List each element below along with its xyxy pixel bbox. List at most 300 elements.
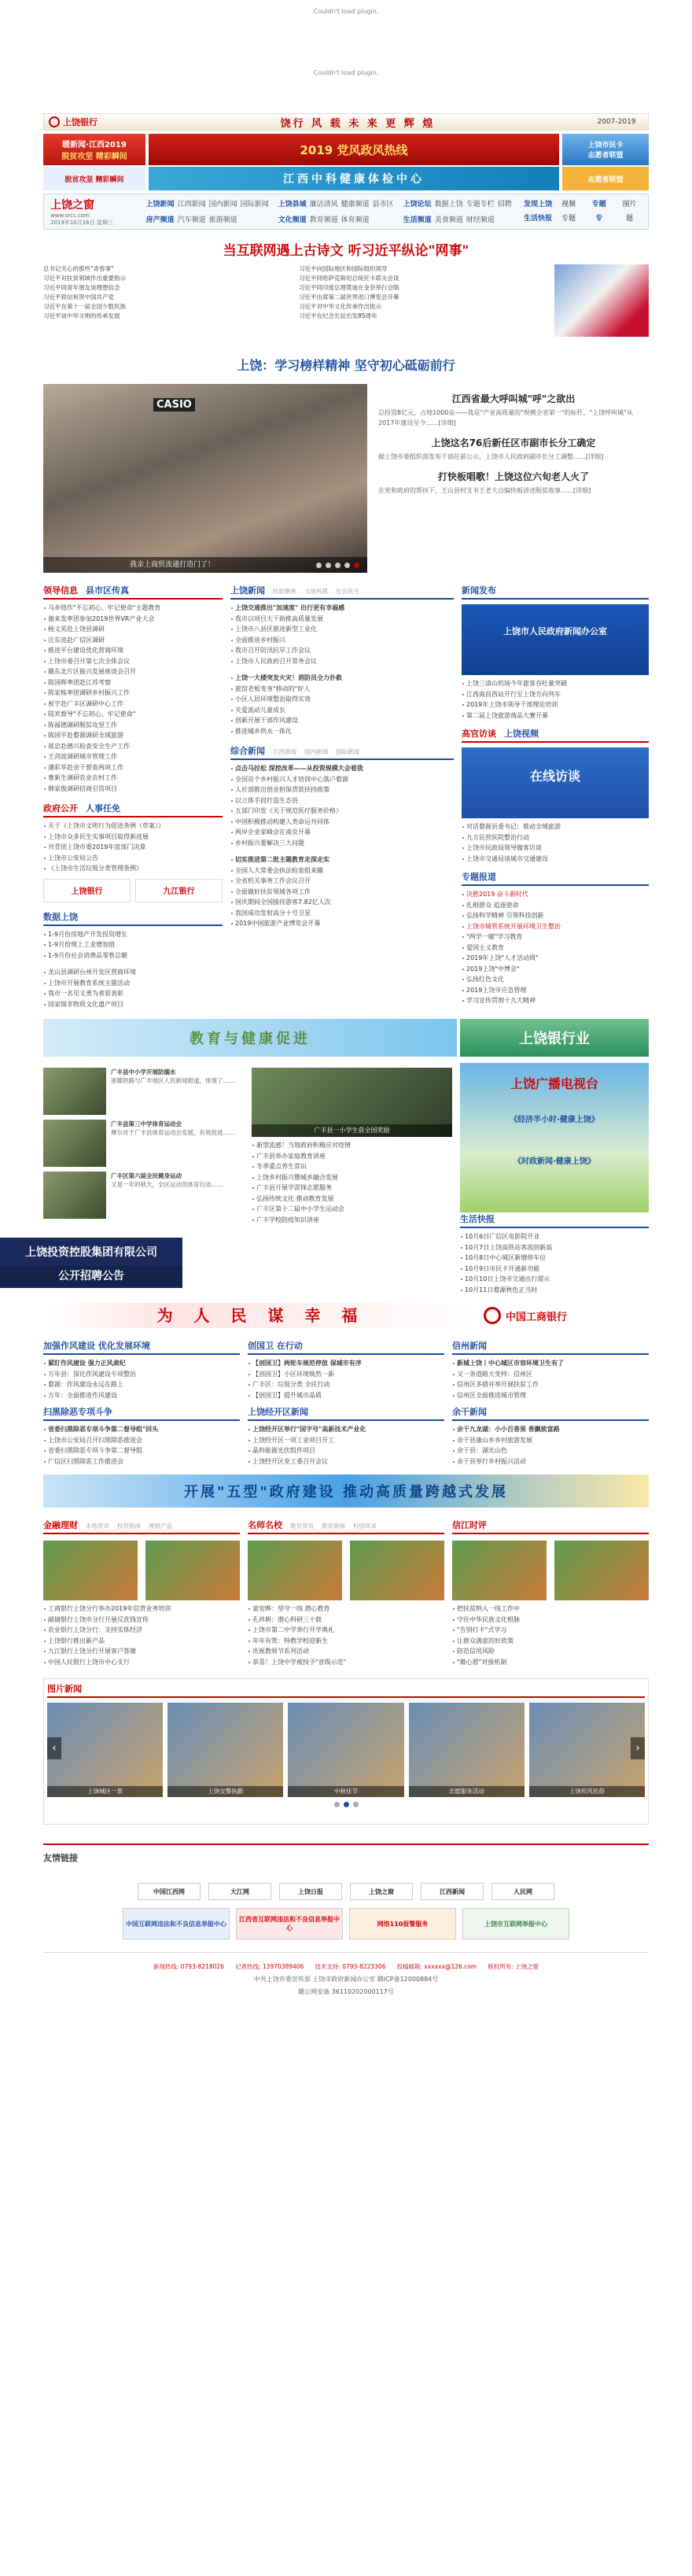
- list-item[interactable]: 2019年上饶"人才活动周": [462, 953, 649, 964]
- nav-link[interactable]: 招聘: [497, 201, 512, 209]
- carousel-dot[interactable]: [353, 1802, 359, 1807]
- edu-card-text: [111, 1068, 244, 1115]
- list-item[interactable]: 陈国平赴婺源调研全域旅游: [43, 730, 223, 741]
- nav-link[interactable]: 汽车频道: [177, 216, 206, 224]
- icbc-banner[interactable]: [484, 1307, 649, 1324]
- list-item[interactable]: "告别打卡"式学习: [452, 1625, 649, 1636]
- nav-link[interactable]: 财经频道: [466, 216, 495, 224]
- finance-photo[interactable]: [43, 1541, 138, 1600]
- float-ad-company: 上饶投资控股集团有限公司: [25, 1246, 157, 1259]
- list-item[interactable]: 五部门印发《关于规范医疗服务价格》: [230, 806, 454, 817]
- footer-icp[interactable]: 中共上饶市委宣传部 上饶市政府新闻办公室 赣ICP备12000884号: [253, 1976, 439, 1983]
- topic-head[interactable]: 信州新闻: [452, 1341, 487, 1351]
- topic-head[interactable]: 扫黑除恶专项斗争: [43, 1407, 112, 1417]
- tab-gov-open[interactable]: 政府公开: [43, 803, 78, 814]
- focus-slideshow[interactable]: [43, 384, 367, 573]
- main-nav: [43, 194, 649, 230]
- list-item[interactable]: 上饶乡村振兴暨城乡融合发展: [252, 1172, 452, 1183]
- list-item[interactable]: 全省机关事务工作会议召开: [230, 876, 454, 887]
- list-item[interactable]: 上饶市民政局领导做客访谈: [462, 843, 649, 854]
- subtab[interactable]: 校园风采: [353, 1522, 377, 1530]
- carousel-item[interactable]: [529, 1703, 645, 1797]
- list-item[interactable]: 10月6日广信区电影院开业: [460, 1231, 649, 1242]
- press-office-banner[interactable]: 上饶市人民政府新闻办公室: [462, 604, 649, 675]
- list-item[interactable]: 农业银行上饶分行：支持实体经济: [43, 1625, 240, 1636]
- list-item[interactable]: 弘扬红色文化: [462, 974, 649, 985]
- subtab[interactable]: 国际新闻: [336, 748, 359, 755]
- nav-link[interactable]: 题: [626, 215, 634, 223]
- list-item[interactable]: 让群众满意的好政策: [452, 1636, 649, 1647]
- edu-card-title[interactable]: 广丰区第六届全民健身运动: [111, 1172, 182, 1179]
- focus-news-title[interactable]: 打快板唱歌！上饶这位六旬老人火了: [437, 471, 589, 482]
- subtab[interactable]: 投资指南: [117, 1522, 141, 1530]
- list-item[interactable]: 上饶市第二中学举行开学典礼: [248, 1625, 444, 1636]
- tab-press[interactable]: 新闻发布: [462, 585, 496, 596]
- list-item[interactable]: 上饶银行推出新产品: [43, 1636, 240, 1647]
- friend-link[interactable]: 中国江西网: [138, 1883, 201, 1900]
- list-item[interactable]: 冬季重点养生常识: [252, 1161, 452, 1172]
- list-item[interactable]: 我国成功发射高分十号卫星: [230, 908, 454, 919]
- poverty-label: 脱贫攻坚 精彩瞬间: [61, 153, 127, 161]
- list-item[interactable]: 工商银行上饶分行举办2019年信贷业务培训: [43, 1604, 240, 1615]
- floating-recruit-ad[interactable]: [0, 1238, 182, 1288]
- list-item[interactable]: 第二届上饶旅游商品大赛开幕: [462, 710, 649, 722]
- col-shangrao-news: [230, 584, 454, 1009]
- list-item[interactable]: 习近平同青年朋友谈理想信念: [43, 284, 120, 291]
- friend-link[interactable]: 大江网: [208, 1883, 271, 1900]
- carousel-next-icon[interactable]: ›: [631, 1737, 645, 1759]
- edu-health-banner[interactable]: 教育与健康促进: [43, 1019, 457, 1057]
- list-item[interactable]: 庆祝教师节系列活动: [248, 1646, 444, 1657]
- list-item[interactable]: 上饶市交通局谈城市交通建设: [462, 854, 649, 865]
- carousel-item[interactable]: [288, 1703, 403, 1797]
- shangrao-list-2: [230, 673, 454, 736]
- edu-card-title[interactable]: 广丰县中小学开展防溺水: [111, 1068, 176, 1076]
- list-item[interactable]: 广信区扫黑除恶工作推进会: [43, 1456, 240, 1467]
- list-item[interactable]: 全面推进乡村振兴: [230, 635, 454, 646]
- list-item[interactable]: 省委扫黑除恶专项斗争第二督导组: [43, 1445, 240, 1456]
- subtab[interactable]: 教育新闻: [322, 1522, 345, 1530]
- list-item[interactable]: 九方民营医院整治行动: [462, 832, 649, 843]
- list-item[interactable]: 两岸企业家峰会在南京开幕: [230, 827, 454, 838]
- tv-banner[interactable]: [460, 1063, 649, 1212]
- volunteer-banner[interactable]: [562, 167, 649, 190]
- list-item[interactable]: 学习宣传贯彻十九大精神: [462, 995, 649, 1006]
- list-item[interactable]: 全面做好扶贫领域各项工作: [230, 887, 454, 898]
- list-item[interactable]: 信州区全面推进城市管理: [452, 1390, 649, 1401]
- list-item[interactable]: 以立体手段打造生态县: [230, 795, 454, 806]
- friend-logo-row: [43, 1883, 649, 1900]
- list-item[interactable]: 曹新生调研农业农村工作: [43, 773, 223, 784]
- list-item[interactable]: 1-9月份社会消费品零售总额: [43, 950, 223, 961]
- list-item[interactable]: 上饶经开区党工委召开会议: [248, 1456, 444, 1467]
- nav-link[interactable]: 图片: [622, 201, 637, 209]
- tab-commentary[interactable]: 信江时评: [452, 1520, 487, 1530]
- slide-dot-active[interactable]: [354, 563, 359, 568]
- edu-card[interactable]: [43, 1120, 244, 1167]
- nav-link[interactable]: 发现上饶: [524, 201, 553, 209]
- topic-head[interactable]: 创国卫 在行动: [248, 1341, 303, 1351]
- list-item[interactable]: 习近平对扶贫领域作出重要指示: [43, 275, 126, 282]
- list-item[interactable]: 潘彩华赴余干督查两项工作: [43, 762, 223, 773]
- list-item[interactable]: 习近平谈中华文明的传承发展: [43, 312, 120, 319]
- list-item[interactable]: 余干县举行乡村振兴活动: [452, 1456, 649, 1467]
- list-item[interactable]: 10月11日婺源秋色正当时: [460, 1285, 649, 1296]
- list-item[interactable]: 全国首个乡村振兴人才培训中心落户婺源: [230, 774, 454, 785]
- site-url: www.srcc.com: [50, 212, 90, 219]
- list-item[interactable]: 对话婺源县委书记：推动全域旅游: [462, 821, 649, 832]
- xi-portrait-image[interactable]: [554, 264, 649, 337]
- teacher-photo[interactable]: [350, 1541, 444, 1600]
- tab-shangrao-news[interactable]: 上饶新闻: [230, 585, 265, 596]
- top-banner[interactable]: [43, 113, 649, 131]
- list-item[interactable]: 守住中华民族文化根脉: [452, 1615, 649, 1626]
- finance-photos: [43, 1541, 240, 1600]
- report-link[interactable]: 中国互联网违法和不良信息举报中心: [123, 1908, 230, 1939]
- site-logo[interactable]: [44, 194, 142, 229]
- tab-appointments[interactable]: 人事任免: [86, 803, 120, 814]
- list-item[interactable]: 爱国主义教育: [462, 943, 649, 954]
- list-item[interactable]: 乡村振兴要解决三大问题: [230, 838, 454, 849]
- list-item[interactable]: 祝宇赴广丰区调研中心工作: [43, 699, 223, 710]
- tab-life[interactable]: 生活快报: [460, 1214, 495, 1224]
- list-item[interactable]: 2019年上饶市领导干部理论培训: [462, 699, 649, 710]
- five-type-banner[interactable]: 开展"五型"政府建设 推动高质量跨越式发展: [43, 1474, 649, 1508]
- list-item[interactable]: 2019上饶市应急管理: [462, 985, 649, 996]
- list-item[interactable]: 点击马拉松 深挖改革——从投资规模大会看我: [230, 763, 454, 774]
- nav-link[interactable]: 上饶论坛: [403, 201, 432, 209]
- interview-list: [462, 821, 649, 864]
- footer-police[interactable]: 赣公网安备 36110202000117号: [298, 1988, 394, 1995]
- report-link[interactable]: 上饶市互联网举报中心: [462, 1908, 569, 1939]
- list-item[interactable]: 婺源：作风建设永远在路上: [43, 1379, 240, 1390]
- edu-thumb[interactable]: [43, 1068, 106, 1115]
- subtab[interactable]: 时政聚焦: [273, 588, 296, 595]
- health-center-banner[interactable]: [149, 167, 559, 190]
- list-item[interactable]: 孔祥耕：潜心科研三十载: [248, 1615, 444, 1626]
- list-item[interactable]: 陈家栋率团调研乡村振兴工作: [43, 688, 223, 699]
- list-item[interactable]: 马乡铭作"不忘初心、牢记使命"主题教育: [43, 603, 223, 614]
- edu-mid: [252, 1063, 452, 1295]
- warm-news-banner[interactable]: [43, 134, 145, 165]
- list-item[interactable]: 陈国晖率团赴江苏考察: [43, 677, 223, 688]
- friend-link[interactable]: 人民网: [491, 1883, 554, 1900]
- tab-general-news[interactable]: 综合新闻: [230, 746, 265, 756]
- footer-contact-item[interactable]: 投稿邮箱: xxxxxx@126.com: [396, 1963, 477, 1970]
- list-item[interactable]: 2019上饶"中博会": [462, 964, 649, 975]
- subtab[interactable]: 理财产品: [149, 1522, 172, 1530]
- commentary-photo[interactable]: [554, 1541, 649, 1600]
- list-item[interactable]: 10月10日上饶市交通出行提示: [460, 1274, 649, 1285]
- list-item[interactable]: 晶科能源光伏组件项目: [248, 1445, 444, 1456]
- list-item[interactable]: 【创国卫】小区环境焕然一新: [248, 1369, 444, 1380]
- list-item[interactable]: 上饶一大楼突发火灾！消防员全力扑救: [230, 673, 454, 684]
- topic-head[interactable]: 余干新闻: [452, 1407, 487, 1417]
- slide-dot[interactable]: [326, 563, 331, 568]
- online-interview-banner[interactable]: 在线访谈: [462, 747, 649, 818]
- list-item[interactable]: 万年县：深化作风建设专项整治: [43, 1369, 240, 1380]
- edu-card-text: [111, 1172, 244, 1219]
- subtab[interactable]: 文体科教: [304, 588, 328, 595]
- topic-head[interactable]: 加强作风建设 优化发展环境: [43, 1341, 150, 1351]
- list-item[interactable]: 余干九龙湖：小小百香果 香飘致富路: [452, 1424, 649, 1435]
- list-item[interactable]: 我市以项目大干助推高质量发展: [230, 614, 454, 625]
- list-item[interactable]: 中国积极推动构建人类命运共同体: [230, 817, 454, 828]
- col-header: [43, 1519, 240, 1534]
- nav-link[interactable]: 数据上饶: [434, 201, 463, 209]
- list-item[interactable]: 上饶市八县区推进新型工业化: [230, 624, 454, 635]
- list-item[interactable]: 余干县：湖光山色: [452, 1445, 649, 1456]
- list-item[interactable]: 蒋忠赴德兴检查安全生产工作: [43, 741, 223, 752]
- list-item[interactable]: 习近平同哈萨克斯坦总统托卡耶夫会谈: [299, 275, 399, 282]
- friend-link[interactable]: 上饶之窗: [350, 1883, 413, 1900]
- list-item[interactable]: 【创国卫】提升城市品质: [248, 1390, 444, 1401]
- list-item[interactable]: 习近平对中华文化传承作出批示: [299, 303, 381, 310]
- list-item[interactable]: 10月7日上饶高铁站客流创新高: [460, 1242, 649, 1253]
- people-slogan-banner[interactable]: 为 人 民 谋 幸 福: [43, 1303, 479, 1328]
- teacher-photo[interactable]: [248, 1541, 342, 1600]
- list-item[interactable]: 龙山县调研台州开发区营商环境: [43, 967, 223, 978]
- nav-link[interactable]: 专题: [591, 201, 606, 209]
- list-item[interactable]: 省委扫黑除恶专项斗争第二督导组"回头: [43, 1424, 240, 1435]
- list-item[interactable]: 上饶交通推出"加速度" 出行更有幸福感: [230, 603, 454, 614]
- list-item[interactable]: 江西南昌西站开行至上饶方向列车: [462, 689, 649, 700]
- list-item[interactable]: 把扶贫纳入一线工作中: [452, 1604, 649, 1615]
- nav-link[interactable]: 专题: [561, 215, 576, 223]
- list-item[interactable]: 韩家俊调研招商引资项目: [43, 784, 223, 795]
- list-item[interactable]: 恭喜！上饶中学被授予"省级示范": [248, 1657, 444, 1668]
- section-title[interactable]: 上饶：学习榜样精神 坚守初心砥砺前行: [237, 358, 455, 373]
- tab-counties[interactable]: 县市区传真: [86, 585, 129, 596]
- list-item[interactable]: 广丰学校防疫知识讲座: [252, 1215, 452, 1226]
- list-item[interactable]: 全国人大常委会执法检查组来赣: [230, 865, 454, 877]
- report-link[interactable]: 网络110报警服务: [349, 1908, 456, 1939]
- list-item[interactable]: 童安晔：坚守一线 潜心教育: [248, 1604, 444, 1615]
- carousel-caption: 上饶民风民俗: [529, 1786, 645, 1797]
- commentary-photo[interactable]: [452, 1541, 547, 1600]
- carousel-item[interactable]: [409, 1703, 525, 1797]
- edu-card[interactable]: [43, 1172, 244, 1219]
- list-item[interactable]: 习近平同印度总理莫迪在金奈举行会晤: [299, 284, 399, 291]
- nav-link[interactable]: 文化频道: [278, 216, 307, 224]
- list-item[interactable]: "微心愿"对接机制: [452, 1657, 649, 1668]
- tab-video[interactable]: 上饶视频: [504, 729, 539, 739]
- list-item[interactable]: 推进平台建设优化营商环境: [43, 645, 223, 656]
- subtab[interactable]: 江西新闻: [273, 748, 296, 755]
- list-item[interactable]: 汪东进赴广信区调研: [43, 635, 223, 646]
- topic-head[interactable]: 上饶经开区新闻: [248, 1407, 308, 1417]
- list-item[interactable]: 上饶市人民政府召开常务会议: [230, 656, 454, 667]
- list-item[interactable]: 创新开展干部作风建设: [230, 715, 454, 726]
- list-item[interactable]: 又一条道路大变样：信州区: [452, 1369, 649, 1380]
- plugin-placeholder: [43, 17, 649, 68]
- list-item[interactable]: 推进城乡供水一体化: [230, 726, 454, 737]
- edu-thumb[interactable]: [43, 1120, 106, 1167]
- list-item[interactable]: 我市一名见义勇为者获表彰: [43, 988, 223, 999]
- list-item[interactable]: 年年有赏：特教学校迎新生: [248, 1636, 444, 1647]
- poverty-banner[interactable]: [43, 167, 145, 190]
- focus-news-title[interactable]: 江西省最大呼叫城"呼"之欲出: [451, 393, 576, 404]
- edu-mid-image[interactable]: [252, 1068, 452, 1137]
- list-item[interactable]: 扎根群众 追逐使命: [462, 900, 649, 911]
- top-headline[interactable]: 当互联网遇上古诗文 听习近平纵论"网事": [223, 243, 469, 259]
- tab-pictures[interactable]: 图片新闻: [47, 1684, 82, 1694]
- general-list: [230, 763, 454, 848]
- list-item[interactable]: 上饶市公安局公告: [43, 853, 223, 864]
- tab-data[interactable]: 数据上饶: [43, 911, 78, 922]
- list-item[interactable]: 总书记关心的那些"青春事": [43, 265, 114, 272]
- carousel-dot-active[interactable]: [344, 1802, 349, 1807]
- list-item[interactable]: 余干县康山乡乡村旅游发展: [452, 1435, 649, 1446]
- finance-photo[interactable]: [145, 1541, 240, 1600]
- list-item[interactable]: 新城上饶丨中心城区市容环境卫生有了: [452, 1358, 649, 1369]
- tab-interview[interactable]: 高官访谈: [462, 729, 496, 739]
- tv-title: 上饶广播电视台: [510, 1076, 598, 1091]
- subtab[interactable]: 本地资讯: [86, 1522, 109, 1530]
- list-item[interactable]: 人社部推出创业担保贷款扶持政策: [230, 784, 454, 795]
- list-item[interactable]: 广丰县开展学雷锋志愿服务: [252, 1183, 452, 1194]
- nav-link[interactable]: 生活快报: [524, 215, 553, 223]
- nav-link[interactable]: 体育频道: [340, 216, 370, 224]
- list-item[interactable]: 万年：全面推进作风建设: [43, 1390, 240, 1401]
- bank-industry-banner[interactable]: 上饶银行业: [460, 1019, 649, 1057]
- bank-logo-link[interactable]: 上饶银行: [43, 879, 131, 902]
- list-item[interactable]: 赣东北片区振兴发展座谈会召开: [43, 666, 223, 677]
- list-item[interactable]: 上饶市公安局召开扫黑除恶推进会: [43, 1435, 240, 1446]
- list-item[interactable]: 紧盯作风建设 强力正风肃纪: [43, 1358, 240, 1369]
- list-item[interactable]: 切实推进第二批主题教育走深走实: [230, 854, 454, 865]
- nav-link[interactable]: 美食频道: [434, 216, 463, 224]
- list-item[interactable]: 习近平在第十一届全国少数民族: [43, 303, 126, 310]
- list-item[interactable]: 习近平在纪念长征出发85周年: [299, 312, 377, 319]
- nav-link[interactable]: 上饶县域: [278, 201, 307, 209]
- list-item[interactable]: 【创国卫】两轮车规范停放 保城市有序: [248, 1358, 444, 1369]
- edu-card-title[interactable]: 广丰县第三中学体育运动会: [111, 1120, 182, 1127]
- friend-link[interactable]: 江西新闻: [421, 1883, 484, 1900]
- slide-dot[interactable]: [335, 563, 340, 568]
- nav-link[interactable]: 旅游频道: [208, 216, 237, 224]
- list-item[interactable]: 信州区多措并举开展扶贫工作: [452, 1379, 649, 1390]
- list-item[interactable]: 习近平致信祝贺中国共产党: [43, 293, 114, 301]
- nav-link[interactable]: 教育频道: [309, 216, 338, 224]
- col-header: [462, 870, 649, 886]
- list-item[interactable]: 陈福德调研脱贫攻坚工作: [43, 720, 223, 731]
- list-item[interactable]: 广丰县举办家庭教育讲座: [252, 1151, 452, 1162]
- citizen-card-banner[interactable]: [562, 134, 649, 165]
- friend-link[interactable]: 上饶日报: [279, 1883, 342, 1900]
- nav-link[interactable]: 上饶新闻: [145, 201, 175, 209]
- list-item[interactable]: 谢来发率团参加2019世界VR产业大会: [43, 614, 223, 625]
- list-item[interactable]: 1-9月份规上工业增加值: [43, 939, 223, 950]
- list-item[interactable]: 习近平向国际地区和国际组织领导: [299, 265, 388, 272]
- bank-logo-link[interactable]: 九江银行: [135, 879, 223, 902]
- tab-topics[interactable]: 专题报道: [462, 872, 496, 882]
- list-item[interactable]: 我市召开防汛抗旱工作会议: [230, 645, 454, 656]
- list-item[interactable]: 上饶市开展教育系统主题活动: [43, 978, 223, 989]
- list-item[interactable]: 旅馆老板变身"移动的"好人: [230, 684, 454, 695]
- list-item[interactable]: 习近平出席第二届世界进口博览会开幕: [299, 293, 399, 301]
- list-item[interactable]: 1-9月份房地产开发投资增长: [43, 929, 223, 940]
- list-item[interactable]: 关爱流动儿童成长: [230, 705, 454, 716]
- nav-link[interactable]: 房产频道: [145, 216, 175, 224]
- nav-link[interactable]: 视频: [561, 201, 576, 209]
- list-item[interactable]: 弘扬科学精神 引领科技创新: [462, 910, 649, 921]
- list-item[interactable]: 防范信用风险: [452, 1646, 649, 1657]
- list-item[interactable]: 国家级非物质文化遗产项目: [43, 999, 223, 1010]
- list-item[interactable]: 新型流感！当地政府积极应对疫情: [252, 1140, 452, 1151]
- subtab[interactable]: 社会民生: [336, 588, 359, 595]
- subtab[interactable]: 国内新闻: [304, 748, 328, 755]
- list-item[interactable]: "两学一做"学习教育: [462, 932, 649, 943]
- nav-link[interactable]: 廉洁清风: [309, 201, 338, 209]
- list-item[interactable]: 广丰区：垃圾分类 全民行动: [248, 1379, 444, 1390]
- list-item[interactable]: 关于《上饶市文明行为促进条例（草案）》: [43, 821, 223, 832]
- subtab[interactable]: 教育资讯: [290, 1522, 314, 1530]
- slide-caption[interactable]: 我亲上商贸流通打造门了！: [43, 557, 367, 573]
- list-item[interactable]: 上饶市城管系统开展环境卫生整治: [462, 921, 649, 932]
- nav-link[interactable]: 专: [595, 215, 603, 223]
- nav-link[interactable]: 专题专栏: [466, 201, 495, 209]
- tab-leaders[interactable]: 领导信息: [43, 585, 78, 596]
- list-item[interactable]: 杨文英赴上饶县调研: [43, 624, 223, 635]
- list-item[interactable]: 10月8日中心城区新增停车位: [460, 1253, 649, 1264]
- list-item[interactable]: 上饶经开区一项工业项目开工: [248, 1435, 444, 1446]
- list-item[interactable]: 小区人居环境整治取得实效: [230, 694, 454, 705]
- list-item[interactable]: 九江银行上饶分行开展客户答谢: [43, 1646, 240, 1657]
- carousel-prev-icon[interactable]: ‹: [47, 1737, 61, 1759]
- slide-dot[interactable]: [316, 563, 322, 568]
- edu-thumb[interactable]: [43, 1172, 106, 1219]
- list-item[interactable]: 弘扬传统文化 推动教育发展: [252, 1194, 452, 1205]
- topic-col: [248, 1339, 444, 1467]
- edu-card[interactable]: [43, 1068, 244, 1115]
- list-item[interactable]: 上饶三清山机场今年旅客吞吐量突破: [462, 678, 649, 689]
- list-item[interactable]: 中国人民银行上饶市中心支行: [43, 1657, 240, 1668]
- nav-link[interactable]: 生活频道: [403, 216, 432, 224]
- carousel-item[interactable]: [47, 1703, 163, 1797]
- nav-link[interactable]: 江西新闻: [177, 201, 206, 209]
- list-item[interactable]: 陆宾督导"不忘初心、牢记使命": [43, 709, 223, 720]
- news-columns: [43, 584, 649, 1009]
- carousel-item[interactable]: [167, 1703, 283, 1797]
- nav-link[interactable]: 国际新闻: [240, 201, 269, 209]
- list-item[interactable]: 上饶市众多民生实事项目取得新进展: [43, 832, 223, 843]
- nav-link[interactable]: 健康频道: [340, 201, 370, 209]
- focus-news-title[interactable]: 上饶这名76后新任区市副市长分工确定: [431, 437, 596, 448]
- list-item[interactable]: 上饶市委召开第七次全体会议: [43, 656, 223, 667]
- list-item[interactable]: 国庆期间全国接待游客7.82亿人次: [230, 897, 454, 908]
- nav-link[interactable]: 国内新闻: [208, 201, 237, 209]
- nav-link[interactable]: 县市区: [372, 201, 394, 209]
- list-item[interactable]: 广丰区第十二届中小学生运动会: [252, 1204, 452, 1215]
- top-years: 2007-2019: [597, 118, 636, 126]
- slide-dot[interactable]: [344, 563, 350, 568]
- list-item[interactable]: 共青团上饶市委2019年度部门决算: [43, 842, 223, 853]
- list-item[interactable]: 决胜2019 奋斗新时代: [462, 889, 649, 900]
- general-list-2: [230, 854, 454, 929]
- tab-finance[interactable]: 金融理财: [43, 1520, 78, 1530]
- list-item[interactable]: 上饶经开区举行"国字号"高新技术产业化: [248, 1424, 444, 1435]
- party-hotline-banner[interactable]: [149, 134, 559, 165]
- list-item[interactable]: 邮储银行上饶市分行开展反洗钱宣传: [43, 1615, 240, 1626]
- list-item[interactable]: 王剑波调研城市管理工作: [43, 751, 223, 762]
- report-link[interactable]: 江西省互联网违法和不良信息举报中心: [236, 1908, 343, 1939]
- carousel-dot[interactable]: [334, 1802, 340, 1807]
- tab-teachers[interactable]: 名师名校: [248, 1520, 282, 1530]
- list-item[interactable]: 《上饶市生活垃圾分类管理条例》: [43, 863, 223, 874]
- list-item[interactable]: 10月9日市民卡开通新功能: [460, 1264, 649, 1275]
- list-item[interactable]: 2019中国旅游产业博览会开幕: [230, 918, 454, 929]
